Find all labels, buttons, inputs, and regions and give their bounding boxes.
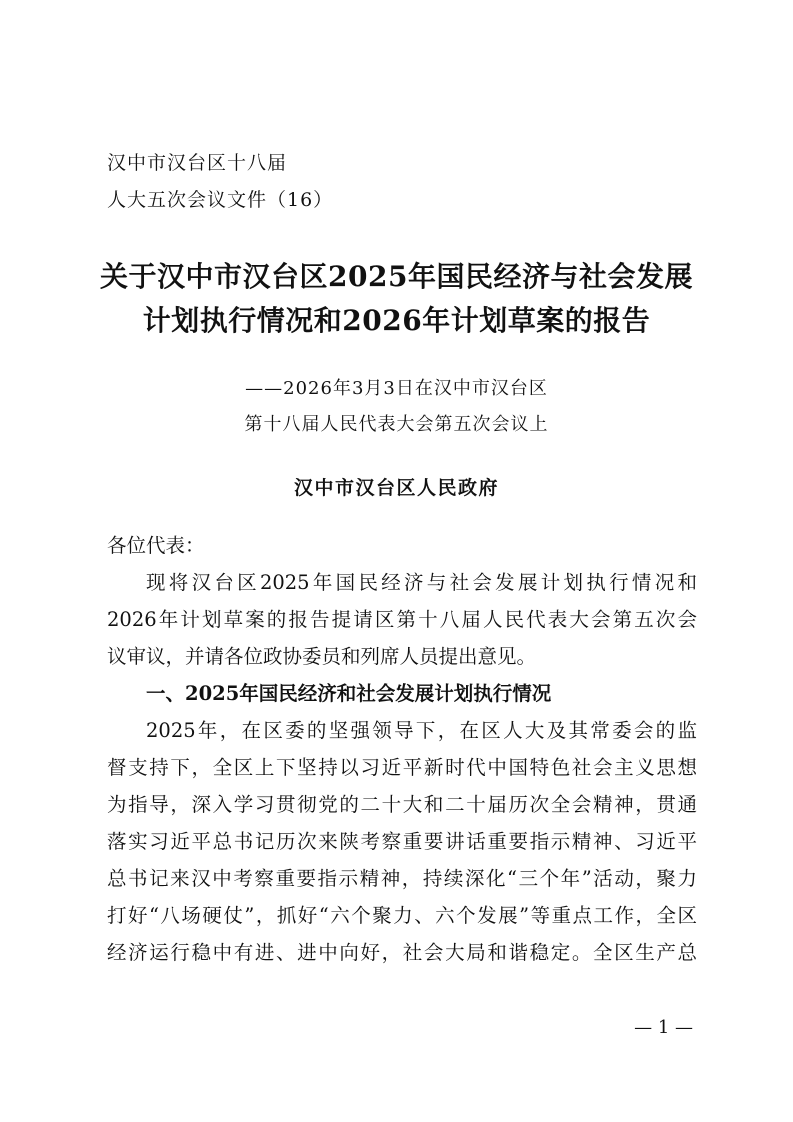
subtitle-date-line: ——2026年3月3日在汉中市汉台区 — [245, 378, 548, 399]
section-1-heading: 一、2025年国民经济和社会发展计划执行情况 — [146, 682, 552, 705]
section-1-line-7: 经济运行稳中有进、进中向好，社会大局和谐稳定。全区生产总 — [107, 941, 697, 964]
intro-line-3: 议审议，并请各位政协委员和列席人员提出意见。 — [107, 645, 537, 668]
section-1-line-4: 落实习近平总书记历次来陕考察重要讲话重要指示精神、习近平 — [107, 830, 697, 853]
subtitle-meeting-line: 第十八届人民代表大会第五次会议上 — [244, 414, 549, 435]
section-1-line-5: 总书记来汉中考察重要指示精神，持续深化“三个年”活动，聚力 — [107, 867, 697, 890]
intro-line-1: 现将汉台区2025年国民经济与社会发展计划执行情况和 — [146, 571, 697, 594]
section-1-line-1: 2025年，在区委的坚强领导下，在区人大及其常委会的监 — [146, 719, 697, 742]
page-number: — 1 — — [634, 1017, 693, 1038]
salutation: 各位代表： — [107, 534, 205, 557]
section-1-line-2: 督支持下，全区上下坚持以习近平新时代中国特色社会主义思想 — [107, 756, 697, 779]
document-session-label: 汉中市汉台区十八届 — [107, 152, 288, 174]
document-number-label: 人大五次会议文件（16） — [107, 189, 334, 211]
intro-line-2: 2026年计划草案的报告提请区第十八届人民代表大会第五次会 — [107, 608, 697, 631]
document-title-line-2: 计划执行情况和2026年计划草案的报告 — [142, 304, 651, 337]
section-1-line-3: 为指导，深入学习贯彻党的二十大和二十届历次全会精神，贯通 — [107, 793, 697, 816]
document-title-line-1: 关于汉中市汉台区2025年国民经济与社会发展 — [100, 260, 693, 293]
section-1-line-6: 打好“八场硬仗”，抓好“六个聚力、六个发展”等重点工作，全区 — [107, 904, 697, 927]
issuer-name: 汉中市汉台区人民政府 — [293, 477, 499, 499]
